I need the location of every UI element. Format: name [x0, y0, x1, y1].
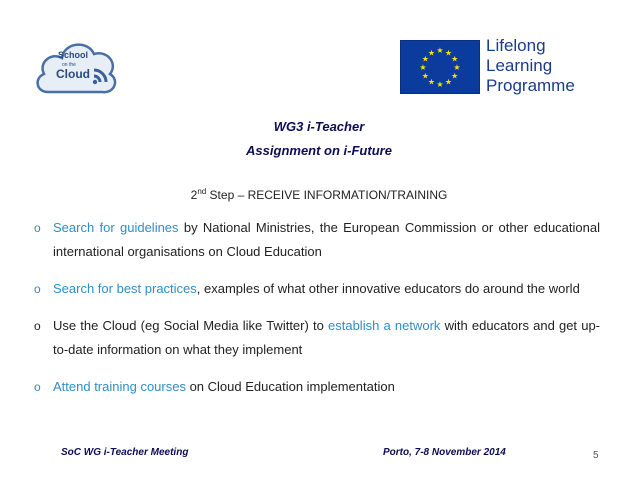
list-item: [34, 216, 600, 264]
bullet-text: , examples of what other innovative educators do around the world: [196, 281, 580, 296]
bullet-text: with educators and get up-to-date information on what they implement: [53, 318, 601, 357]
bullet-marker-icon: o: [34, 221, 41, 235]
eu-star-icon: ★: [427, 77, 436, 87]
eu-star-icon: ★: [444, 48, 453, 58]
eu-star-icon: ★: [421, 71, 429, 81]
llp-line3: Programme: [486, 76, 575, 95]
bullet-text: on Cloud Education implementation: [185, 379, 395, 394]
bullet-marker-icon: o: [34, 319, 41, 333]
step-suffix: nd: [197, 187, 207, 196]
eu-star-icon: ★: [451, 54, 459, 64]
page-title: WG3 i-Teacher: [273, 119, 365, 134]
bullet-highlight: Search for best practices: [53, 281, 197, 296]
step-text: Step – RECEIVE INFORMATION/TRAINING: [206, 188, 448, 202]
lifelong-learning-programme-logo: [400, 38, 600, 98]
bullet-text: by National Ministries, the European Commission or other educational international organisations on Cloud Education: [53, 220, 600, 259]
eu-star-icon: ★: [421, 54, 429, 64]
bullet-highlight: Search for guidelines: [53, 220, 179, 235]
eu-star-icon: ★: [453, 63, 461, 72]
eu-star-icon: ★: [419, 63, 427, 72]
logo-school-line2: on the: [62, 62, 76, 68]
logo-school-line1: School: [58, 50, 89, 60]
llp-line2: Learning: [486, 56, 553, 75]
llp-logo-text: [486, 36, 575, 96]
list-item: [34, 314, 600, 362]
bullet-marker-icon: o: [34, 380, 41, 394]
step-heading: [0, 187, 638, 202]
llp-line1: Lifelong: [486, 36, 546, 55]
list-item: [34, 277, 600, 301]
eu-star-icon: ★: [451, 71, 459, 81]
eu-star-icon: ★: [444, 77, 453, 87]
page-subtitle: Assignment on i-Future: [246, 143, 392, 158]
school-on-the-cloud-logo: [34, 34, 120, 104]
footer-date-location: Porto, 7-8 November 2014: [383, 447, 506, 458]
eu-star-icon: ★: [427, 48, 436, 58]
bullet-highlight: establish a network: [328, 318, 441, 333]
bullet-text-pre: Use the Cloud (eg Social Media like Twitter) to: [53, 318, 328, 333]
eu-star-icon: ★: [436, 80, 444, 89]
page-number: 5: [593, 450, 599, 461]
bullet-marker-icon: o: [34, 282, 41, 296]
step-number: 2: [190, 188, 198, 202]
logo-school-line3: Cloud: [56, 67, 90, 81]
bullet-list: [34, 216, 600, 412]
footer-meeting-name: SoC WG i-Teacher Meeting: [61, 447, 189, 458]
eu-flag-icon: [400, 40, 480, 94]
eu-star-icon: ★: [436, 46, 444, 55]
bullet-highlight: Attend training courses: [53, 379, 186, 394]
list-item: [34, 375, 600, 399]
